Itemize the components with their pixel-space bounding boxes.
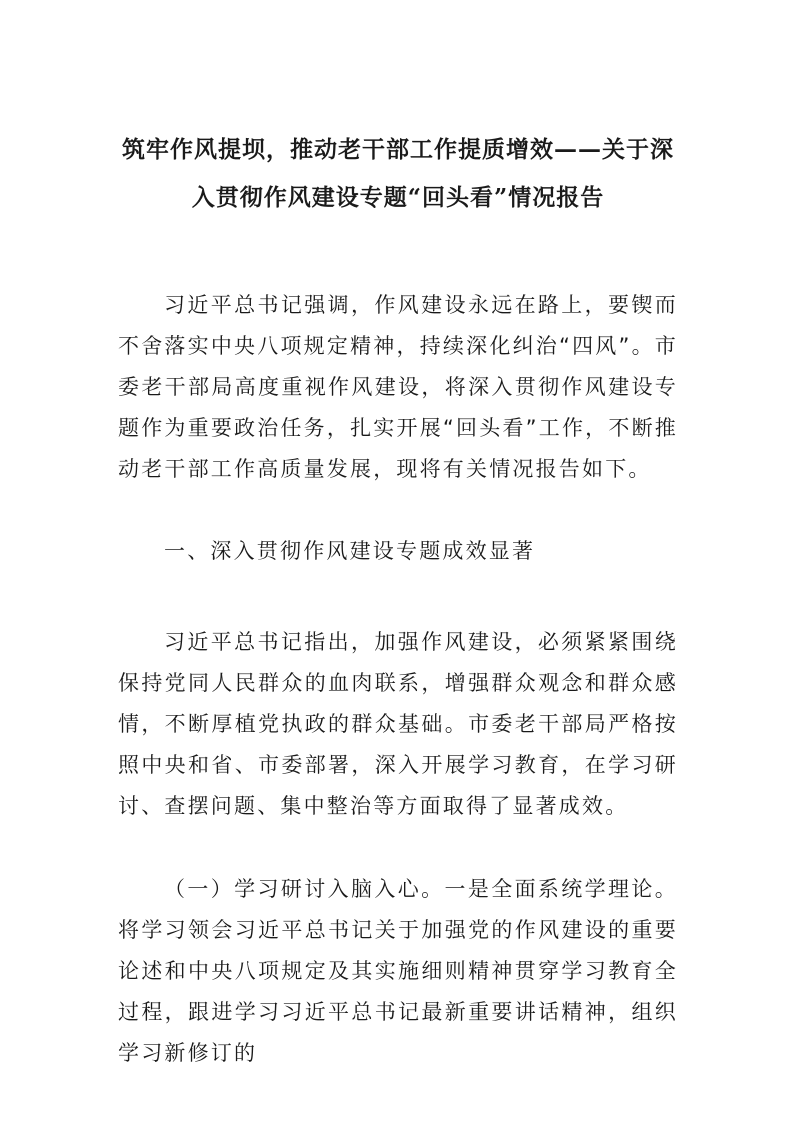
section-heading: 一、深入贯彻作风建设专题成效显著 (164, 539, 536, 563)
subsection-paragraph: （一）学习研讨入脑入心。一是全面系统学理论。将学习领会习近平总书记关于加强党的作风建设的重要论述和中央八项规定及其实施细则精神贯穿学习教育全过程，跟进学习习近平总书记最新重要讲话精神，组织学习新修订的 (118, 877, 678, 1065)
section-paragraph: 习近平总书记指出，加强作风建设，必须紧紧围绕保持党同人民群众的血肉联系，增强群众观念和群众感情，不断厚植党执政的群众基础。市委老干部局严格按照中央和省、市委部署，深入开展学习教育，在学习研讨、查摆问题、集中整治等方面取得了显著成效。 (118, 630, 678, 818)
intro-paragraph: 习近平总书记强调，作风建设永远在路上，要锲而不舍落实中央八项规定精神，持续深化纠治“四风”。市委老干部局高度重视作风建设，将深入贯彻作风建设专题作为重要政治任务，扎实开展“回头看”工作，不断推动老干部工作高质量发展，现将有关情况报告如下。 (118, 293, 678, 481)
document-title: 筑牢作风提坝，推动老干部工作提质增效——关于深入贯彻作风建设专题“回头看”情况报告 (122, 136, 674, 211)
